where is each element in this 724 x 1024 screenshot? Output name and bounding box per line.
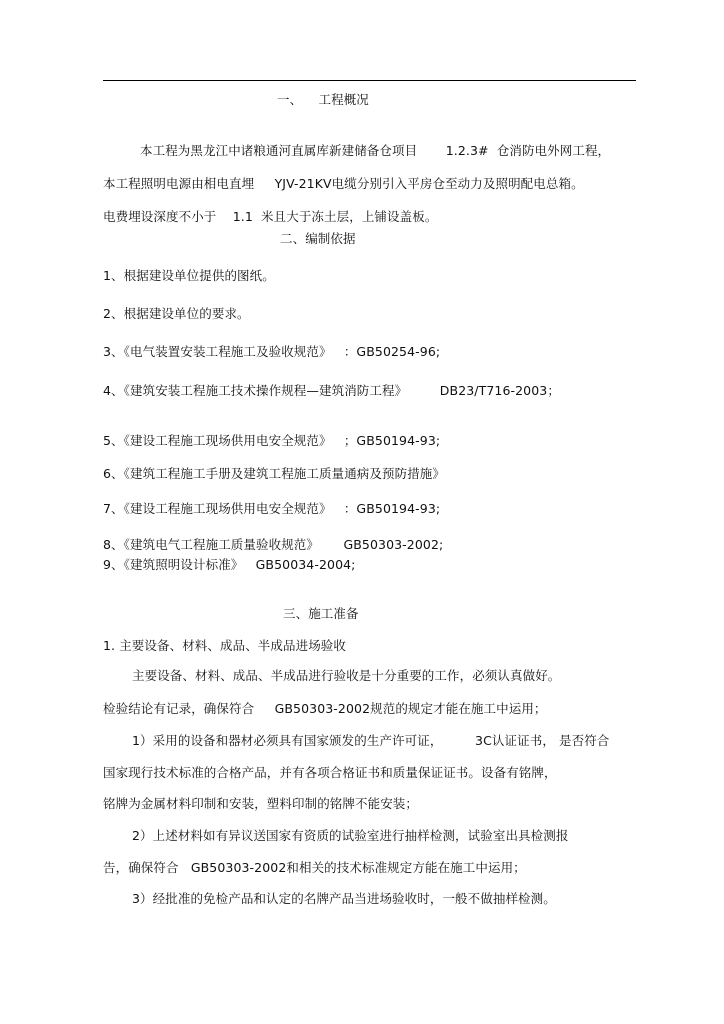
list-item: 7、《建设工程施工现场供用电安全规范》 ：GB50194-93; <box>103 501 441 516</box>
list-item: 3、《电气装置安装工程施工及验收规范》 ：GB50254-96; <box>103 344 441 359</box>
paragraph-line: 告，确保符合 GB50303-2002和相关的技术标准规定方能在施工中运用； <box>103 860 526 875</box>
section-1-title: 一、 工程概况 <box>277 92 369 107</box>
list-item: 6、《建筑工程施工手册及建筑工程施工质量通病及预防措施》 <box>103 466 446 481</box>
list-item: 5、《建设工程施工现场供用电安全规范》 ；GB50194-93; <box>103 433 441 448</box>
paragraph-line: 1）采用的设备和器材必须具有国家颁发的生产许可证， 3C认证证书， 是否符合 <box>132 733 610 748</box>
header-rule <box>103 80 636 81</box>
paragraph-line: 电费埋设深度不小于 1.1 米且大于冻土层，上铺设盖板。 <box>103 209 438 224</box>
section-3-title: 三、施工准备 <box>283 606 359 621</box>
paragraph-line: 本工程照明电源由相电直埋 YJV-21KV电缆分别引入平房仓至动力及照明配电总箱。 <box>103 176 584 191</box>
list-item: 1、根据建设单位提供的图纸。 <box>103 268 275 283</box>
list-item: 9、《建筑照明设计标准》 GB50034-2004; <box>103 557 356 572</box>
paragraph-line: 3）经批准的免检产品和认定的名牌产品当进场验收时，一般不做抽样检测。 <box>132 891 556 906</box>
paragraph-line: 本工程为黑龙江中诸粮通河直属库新建储备仓项目 1.2.3# 仓消防电外网工程， <box>140 143 611 158</box>
paragraph-line: 检验结论有记录，确保符合 GB50303-2002规范的规定才能在施工中运用； <box>103 701 547 716</box>
paragraph-line: 国家现行技术标准的合格产品，并有各项合格证书和质量保证证书。设备有铭牌， <box>103 765 557 780</box>
list-item: 8、《建筑电气工程施工质量验收规范》 GB50303-2002; <box>103 537 444 552</box>
paragraph-line: 主要设备、材料、成品、半成品进行验收是十分重要的工作，必须认真做好。 <box>132 668 561 683</box>
paragraph-line: 2）上述材料如有异议送国家有资质的试验室进行抽样检测，试验室出具检测报 <box>132 828 569 843</box>
section-2-title: 二、编制依据 <box>280 231 356 246</box>
list-item: 4、《建筑安装工程施工技术操作规程—建筑消防工程》 DB23/T716-2003； <box>103 383 560 398</box>
list-item: 2、根据建设单位的要求。 <box>103 306 250 321</box>
subsection-title: 1. 主要设备、材料、成品、半成品进场验收 <box>103 638 347 653</box>
paragraph-line: 铭牌为金属材料印制和安装，塑料印制的铭牌不能安装； <box>103 796 419 811</box>
